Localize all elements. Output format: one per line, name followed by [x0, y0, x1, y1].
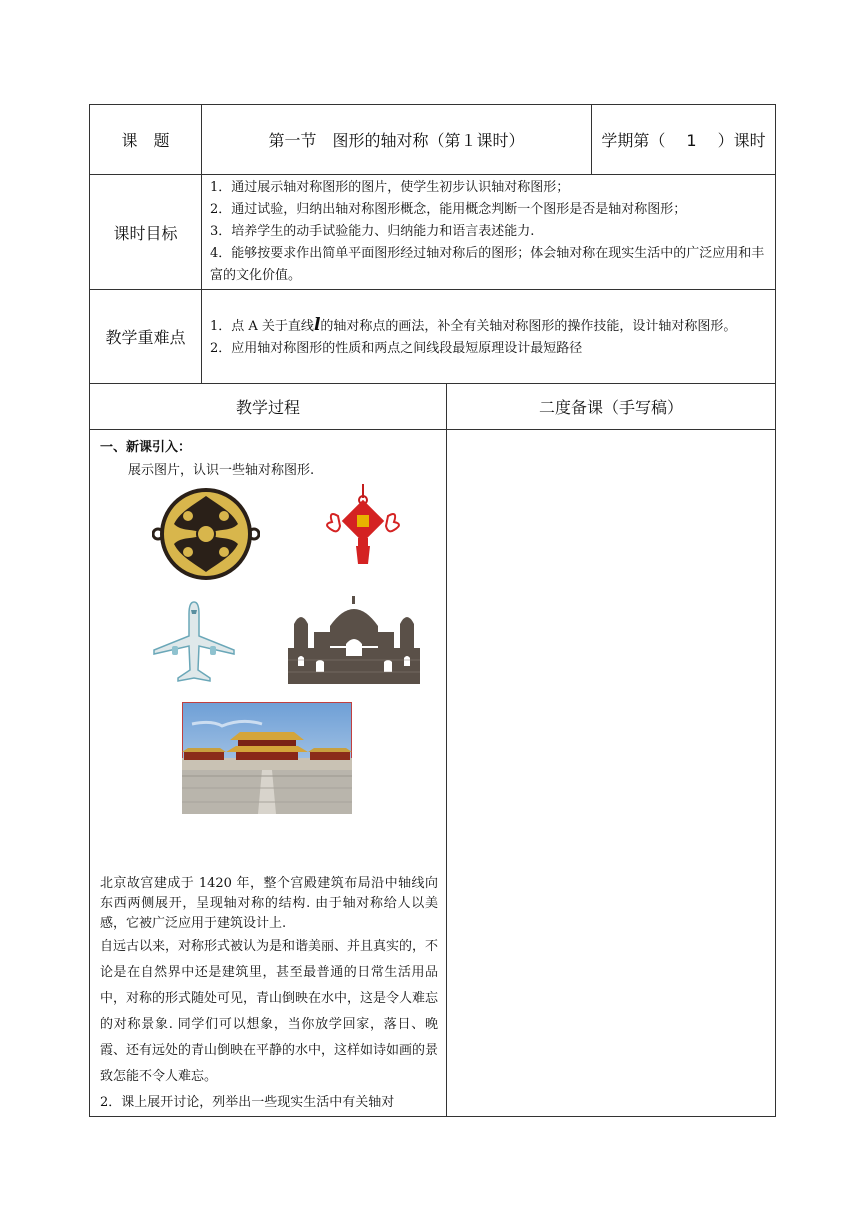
chinese-knot-image	[318, 484, 408, 566]
paper-cut-ornament-image	[152, 484, 260, 584]
paragraph-symmetry: 自远古以来，对称形式被认为是和谐美丽、并且真实的，不论是在自然界中还是建筑里，甚至最普通的日常生活用品中，对称的形式随处可见，青山倒映在水中，这是令人难忘的对称景象. 同学们可以想象，当你放学回家，落日、晚霞、还有远处的青山倒映在平静的水中，这样如诗如画的景致怎能不令人难忘。	[100, 939, 439, 1084]
section-title: 一、新课引入：	[100, 440, 192, 455]
difficulties-list	[202, 290, 776, 384]
difficulty-item: 2．应用轴对称图形的性质和两点之间线段最短原理设计最短路径	[210, 340, 583, 356]
process-column-header: 教学过程	[90, 384, 447, 430]
topic-label: 课 题	[90, 105, 202, 175]
objective-item: 4．能够按要求作出简单平面图形经过轴对称后的图形；体会轴对称在现实生活中的广泛应用和丰富的文化价值。	[210, 246, 765, 283]
paragraph-discussion: 2．课上展开讨论，列举出一些现实生活中有关轴对	[100, 1095, 395, 1110]
difficulties-label: 教学重难点	[90, 290, 202, 384]
paragraph-forbidden-city: 北京故宫建成于 1420 年，整个宫殿建筑布局沿中轴线向东西两侧展开，呈现轴对称的结构. 由于轴对称给人以美感，它被广泛应用于建筑设计上.	[100, 876, 438, 931]
airplane-image	[152, 600, 236, 686]
objective-item: 1．通过展示轴对称图形的图片，使学生初步认识轴对称图形；	[210, 180, 570, 195]
image-gallery	[100, 484, 438, 872]
objectives-list	[202, 175, 776, 290]
notes-column-header: 二度备课（手写稿）	[447, 384, 776, 430]
objective-item: 3．培养学生的动手试验能力、归纳能力和语言表述能力.	[210, 224, 535, 239]
mosque-silhouette-image	[286, 596, 422, 686]
forbidden-city-photo	[182, 702, 352, 814]
period-label: 学期第（ 1 ）课时	[592, 105, 776, 175]
notes-cell[interactable]	[447, 430, 776, 1117]
topic-title: 第一节 图形的轴对称（第１课时）	[202, 105, 592, 175]
difficulty-item: 1．点 A 关于直线l的轴对称点的画法，补全有关轴对称图形的操作技能，设计轴对称图形。	[210, 314, 737, 335]
intro-text: 展示图片，认识一些轴对称图形.	[128, 463, 315, 478]
objective-item: 2．通过试验，归纳出轴对称图形概念，能用概念判断一个图形是否是轴对称图形；	[210, 202, 687, 217]
process-cell	[90, 430, 447, 1117]
line-variable: l	[313, 314, 321, 335]
lesson-plan-table	[89, 104, 776, 1117]
objectives-label: 课时目标	[90, 175, 202, 290]
